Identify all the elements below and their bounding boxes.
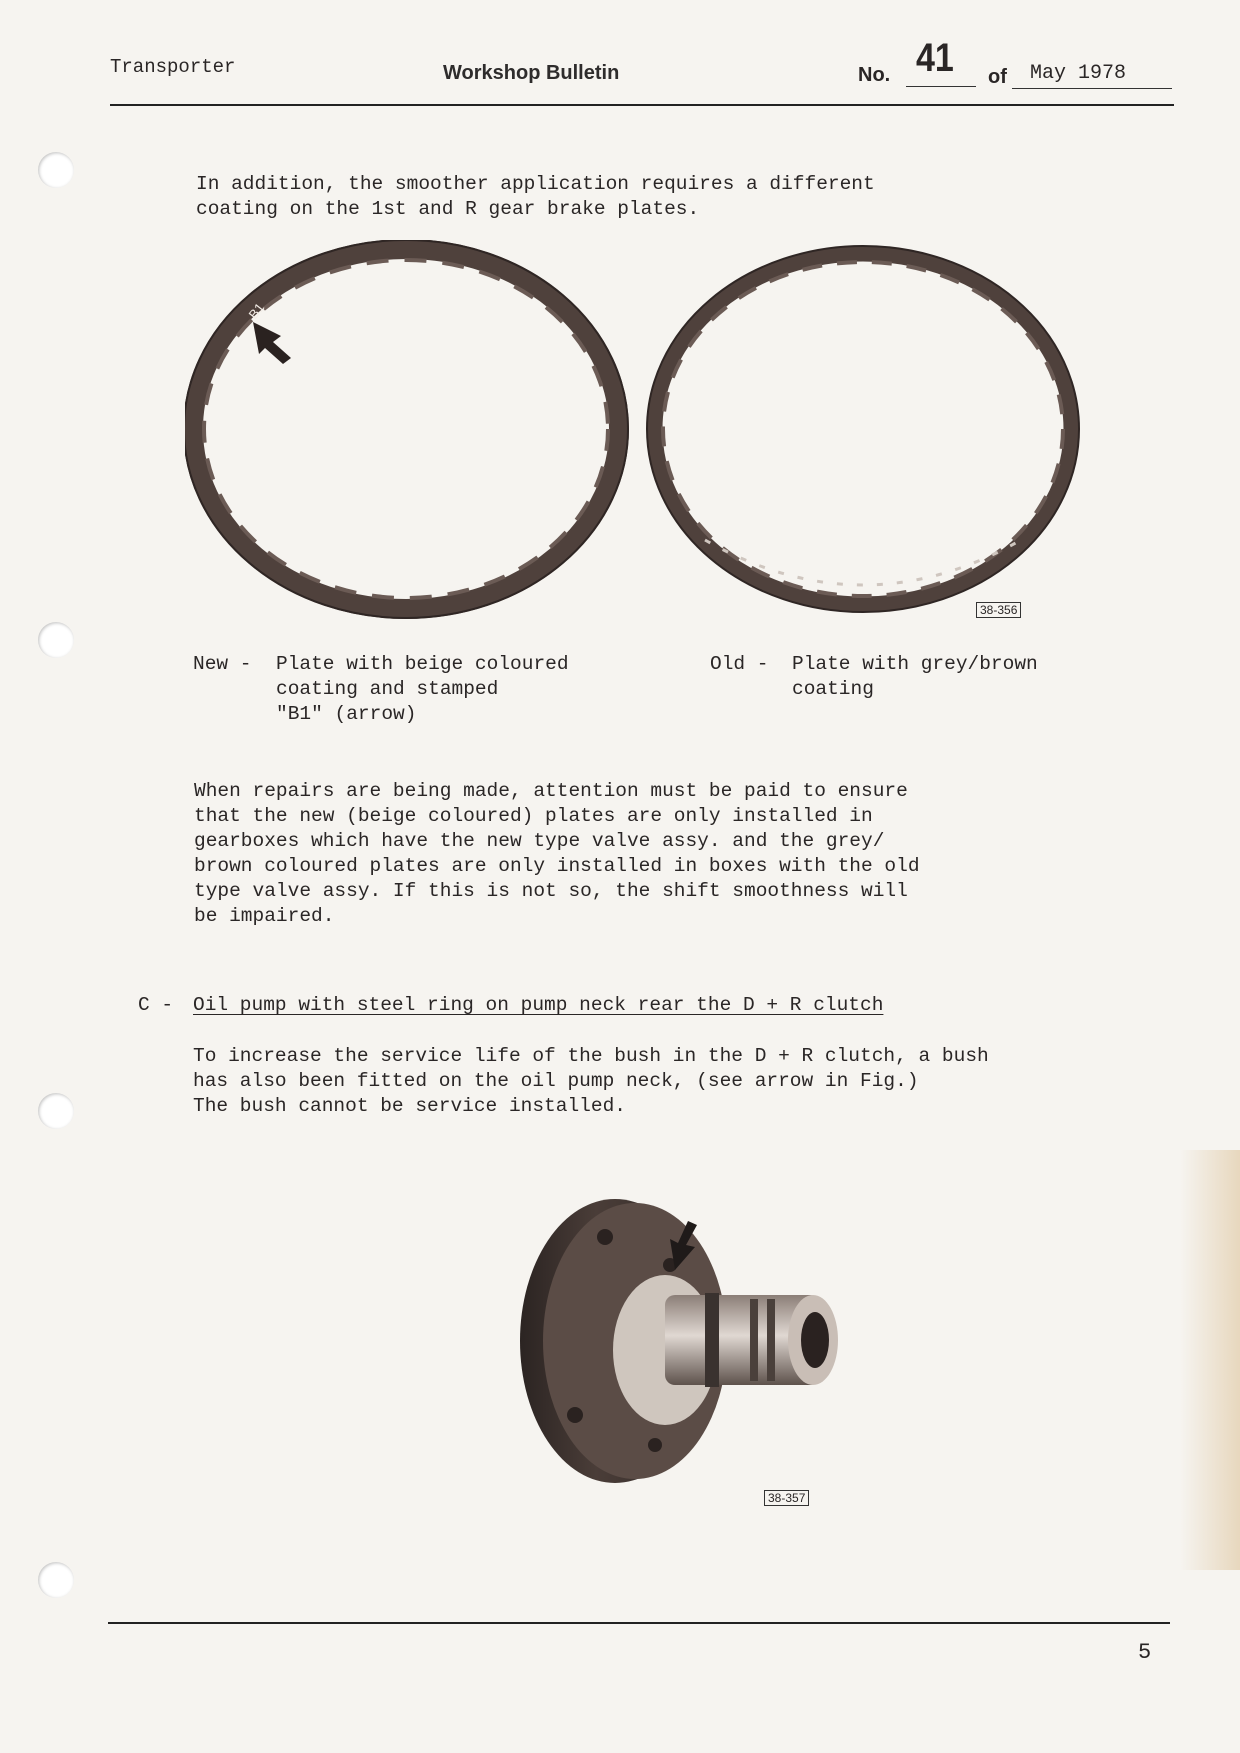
- intro-line-2: coating on the 1st and R gear brake plates.: [196, 198, 700, 220]
- old-brake-plate: [647, 246, 1079, 612]
- paper-stain: [1180, 1150, 1240, 1570]
- punch-hole: [38, 1093, 74, 1129]
- caption-new-prefix: New -: [193, 653, 252, 675]
- date-underline: [1012, 88, 1172, 89]
- section-c-body-line: To increase the service life of the bush in the D + R clutch, a bush: [193, 1045, 989, 1067]
- repair-note-line: brown coloured plates are only installed in boxes with the old: [194, 855, 920, 877]
- repair-note-line: gearboxes which have the new type valve assy. and the grey/: [194, 830, 885, 852]
- bulletin-number: 41: [916, 36, 954, 80]
- b1-stamp: B1: [245, 300, 268, 322]
- caption-old-line-1: Plate with grey/brown: [792, 653, 1038, 675]
- section-c-body-line: The bush cannot be service installed.: [193, 1095, 626, 1117]
- caption-new-line-2: coating and stamped: [276, 678, 499, 700]
- repair-note-line: type valve assy. If this is not so, the shift smoothness will: [194, 880, 908, 902]
- caption-old-line-2: coating: [792, 678, 874, 700]
- arrow-icon: [253, 322, 291, 364]
- caption-old-prefix: Old -: [710, 653, 769, 675]
- oil-pump-figure: [505, 1195, 845, 1485]
- punch-hole: [38, 1562, 74, 1598]
- new-brake-plate: [185, 240, 628, 618]
- punch-hole: [38, 622, 74, 658]
- section-c-heading: Oil pump with steel ring on pump neck rear the D + R clutch: [193, 994, 884, 1016]
- bulletin-date: May 1978: [1030, 62, 1127, 85]
- number-label: No.: [858, 64, 891, 86]
- steel-ring: [705, 1293, 719, 1387]
- repair-note-line: that the new (beige coloured) plates are only installed in: [194, 805, 873, 827]
- caption-new-line-3: "B1" (arrow): [276, 703, 417, 725]
- intro-line-1: In addition, the smoother application requires a different: [196, 173, 875, 195]
- repair-note-line: be impaired.: [194, 905, 335, 927]
- section-c-marker: C -: [138, 994, 174, 1016]
- pump-bore: [801, 1312, 829, 1368]
- number-underline: [906, 86, 976, 87]
- figure-label-38-357: 38-357: [764, 1490, 809, 1506]
- punch-hole: [38, 152, 74, 188]
- caption-new-line-1: Plate with beige coloured: [276, 653, 569, 675]
- of-label: of: [988, 66, 1007, 88]
- publication-name: Transporter: [110, 56, 236, 78]
- section-c-body-line: has also been fitted on the oil pump neck, (see arrow in Fig.): [193, 1070, 919, 1092]
- repair-note-line: When repairs are being made, attention must be paid to ensure: [194, 780, 908, 802]
- figure-label-38-356: 38-356: [976, 602, 1021, 618]
- page-number: 5: [1138, 1640, 1152, 1665]
- brake-plates-figure: [185, 240, 1085, 630]
- bulletin-title: Workshop Bulletin: [443, 62, 620, 84]
- header-rule: [110, 104, 1174, 106]
- footer-rule: [108, 1622, 1170, 1624]
